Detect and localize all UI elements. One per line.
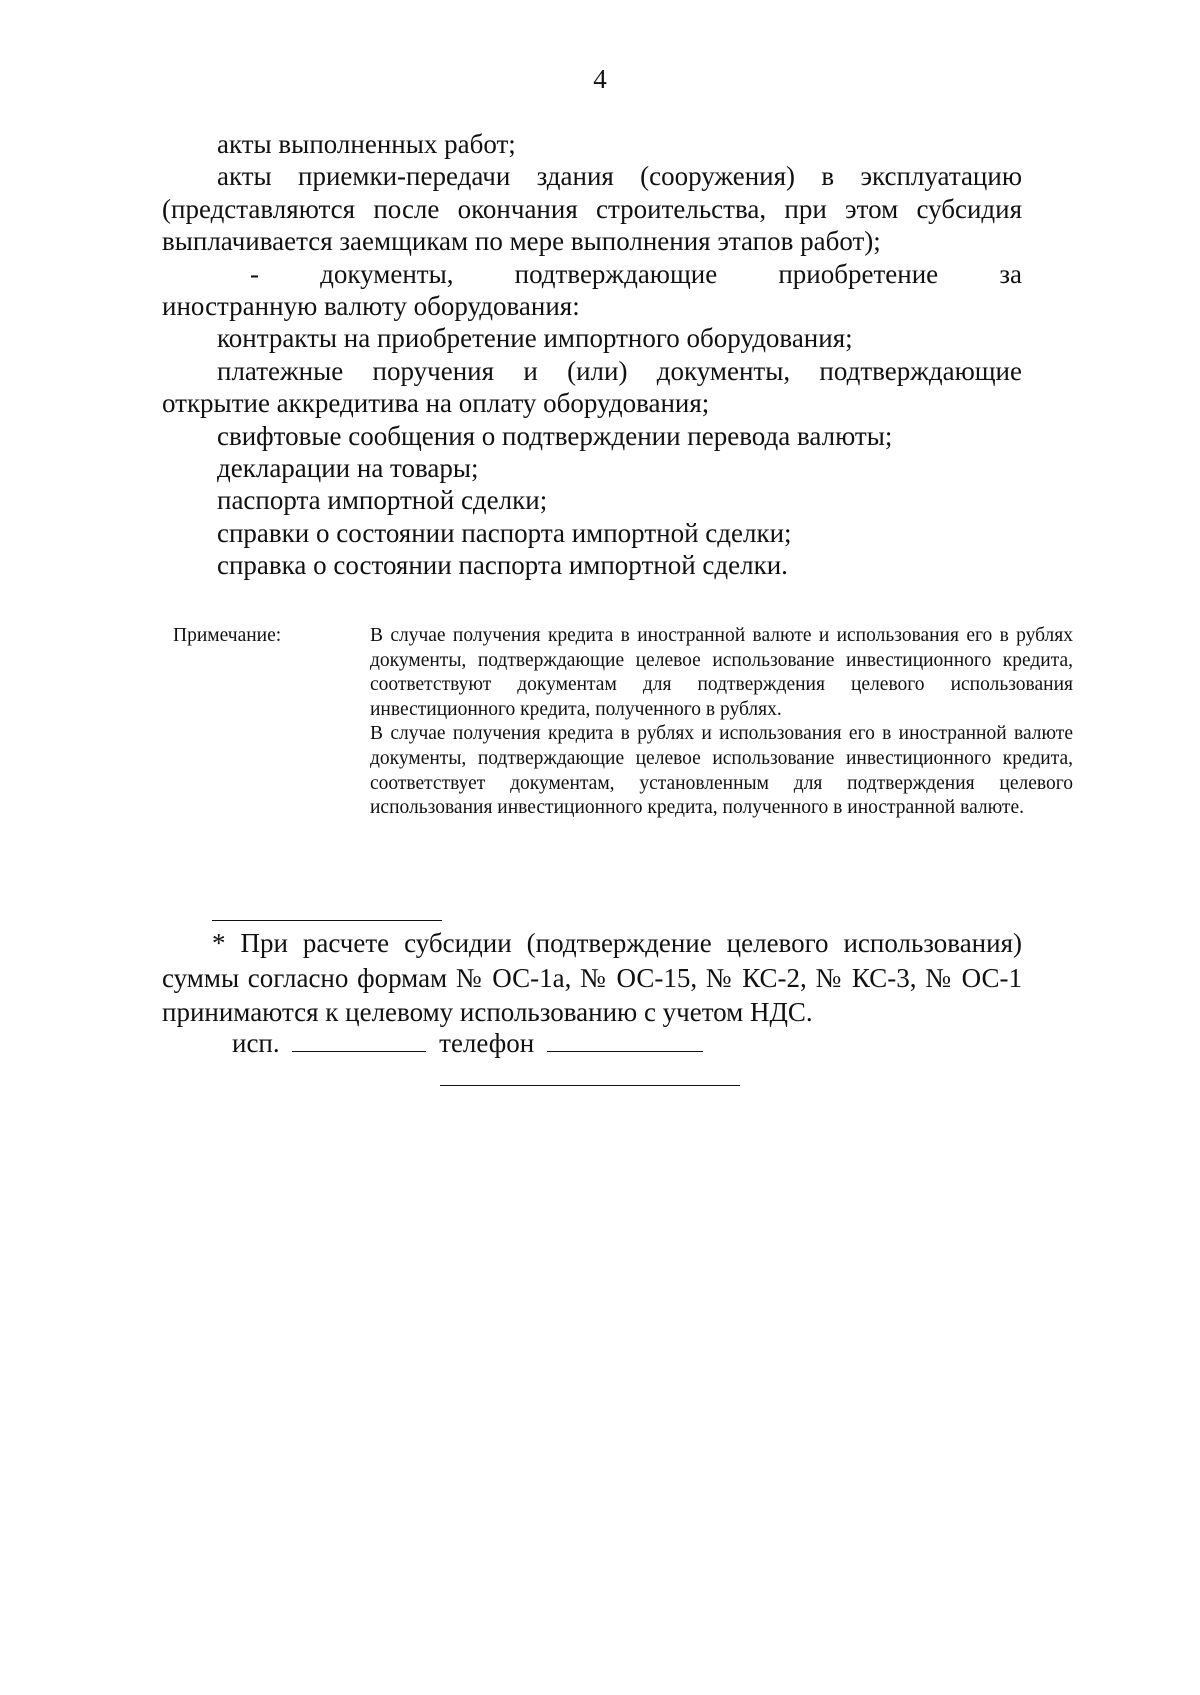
item-work-acts: акты выполненных работ; [217, 129, 516, 159]
document-body [162, 128, 1022, 582]
note-paragraph-2: В случае получения кредита в рублях и использования его в иностранной валюте документы, подтверждающие целевое использование инвестиционного кредита, соответствует документам, установленным для подтверждения целевого использования инвестиционного кредита, полученного в иностранной валюте. [370, 723, 1073, 819]
footnote [162, 926, 1022, 1030]
footnote-divider [212, 920, 442, 921]
item-import-passports: паспорта импортной сделки; [217, 485, 548, 516]
executor-label: исп. [232, 1028, 280, 1058]
closing-rule [440, 1085, 740, 1086]
note-text [370, 624, 1073, 821]
dash-part: приобретение [778, 258, 939, 289]
footnote-text: * При расчете субсидии (подтверждение целевого использования) суммы согласно формам № ОС-1а, № ОС-15, № КС-2, № КС-3, № ОС-1 принимаются к целевому использованию с учетом НДС. [162, 928, 1022, 1027]
item-declarations: декларации на товары; [217, 453, 479, 484]
item-transfer-acts: акты приемки-передачи здания (сооружения) в эксплуатацию (представляются после окончания строительства, при этом субсидия выплачивается заемщикам по мере выполнения этапов работ); [162, 161, 1022, 257]
dash-part: подтверждающие [514, 258, 718, 289]
phone-blank [547, 1029, 703, 1052]
dash-part: за [999, 258, 1022, 289]
page-number: 4 [593, 64, 607, 94]
item-contracts: контракты на приобретение импортного оборудования; [217, 323, 853, 354]
dash-part: документы, [320, 258, 454, 289]
item-foreign-currency-docs [162, 258, 1022, 290]
note-label: Примечание: [173, 625, 282, 646]
item-swift-messages: свифтовые сообщения о подтверждении перевода валюты; [217, 420, 893, 451]
note-paragraph-1: В случае получения кредита в иностранной валюте и использования его в рублях документы, подтверждающие целевое использование инвестиционного кредита, соответствуют документам для подтверждения целевого использования инвестиционного кредита, полученного в рублях. [370, 625, 1073, 720]
executor-blank [292, 1029, 426, 1052]
phone-label: телефон [439, 1028, 535, 1058]
item-payment-orders: платежные поручения и (или) документы, подтверждающие открытие аккредитива на оплату оборудования; [162, 355, 1022, 419]
item-foreign-currency-docs-cont: иностранную валюту оборудования: [162, 291, 580, 322]
item-passport-certificates: справки о состоянии паспорта импортной сделки; [217, 517, 792, 548]
dash-part: - [250, 258, 259, 289]
signature-line [232, 1028, 703, 1059]
item-passport-certificate: справка о состоянии паспорта импортной сделки. [217, 550, 788, 581]
